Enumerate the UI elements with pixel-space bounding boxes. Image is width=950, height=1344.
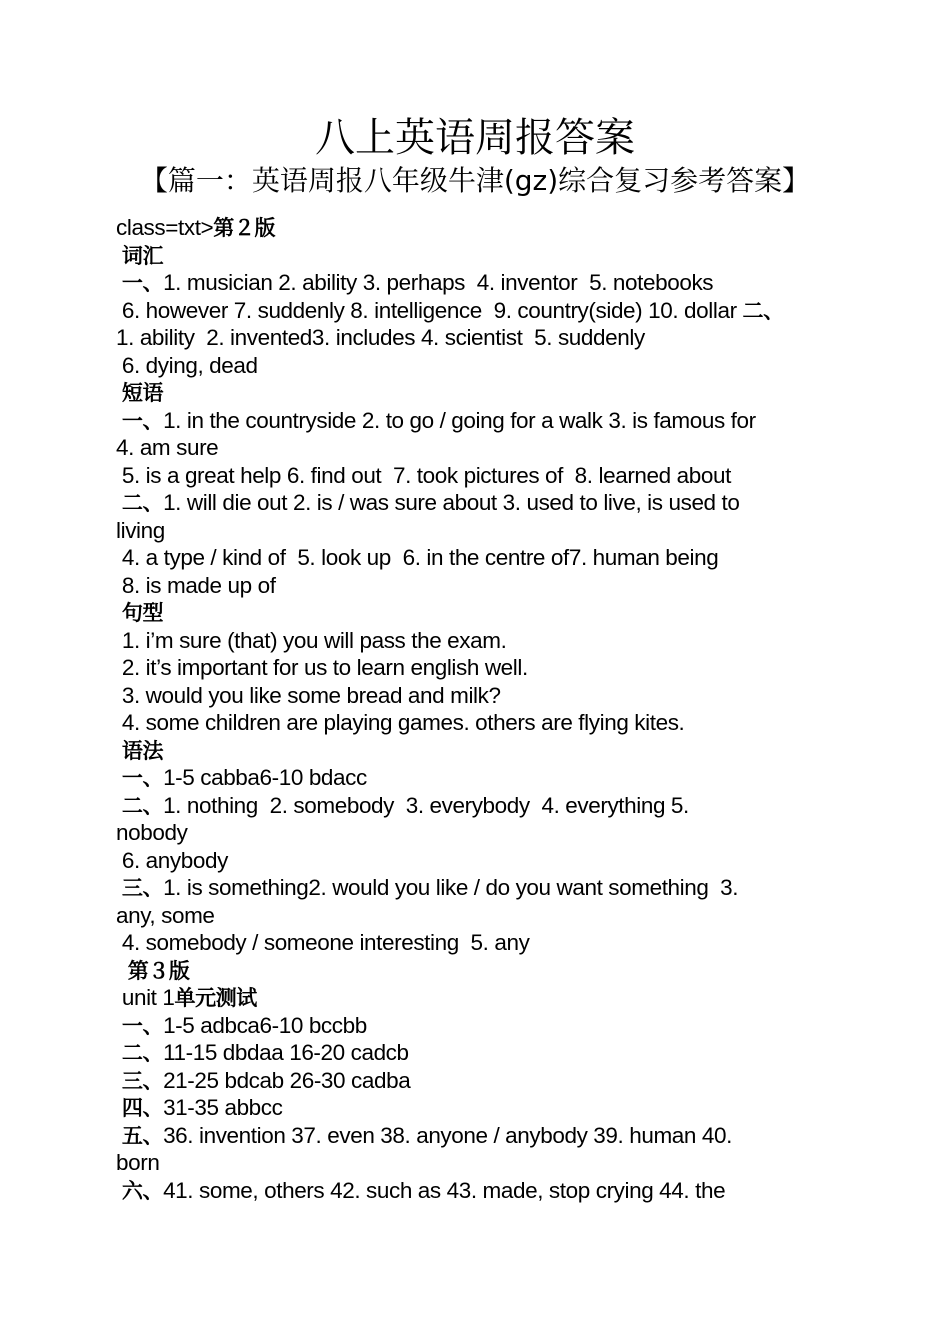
answer-line bbox=[116, 379, 856, 407]
answer-line bbox=[116, 462, 856, 490]
answer-line bbox=[116, 297, 856, 325]
line-text: 2. it’s important for us to learn english well. bbox=[121, 655, 528, 680]
answer-line bbox=[116, 1122, 856, 1150]
answer-line bbox=[116, 214, 856, 242]
answer-line bbox=[116, 737, 856, 765]
section-label: 词汇 bbox=[121, 243, 164, 268]
answer-line bbox=[116, 599, 856, 627]
line-text: 4. somebody / someone interesting 5. any bbox=[121, 930, 530, 955]
line-text: 21-25 bdcab 26-30 cadba bbox=[163, 1067, 411, 1093]
answer-line bbox=[116, 874, 856, 902]
answer-line bbox=[116, 819, 856, 847]
section-label: 语法 bbox=[121, 738, 164, 763]
answer-line bbox=[116, 242, 856, 270]
answer-line bbox=[116, 984, 856, 1012]
line-text: 1. in the countryside 2. to go / going for a walk 3. is famous for bbox=[163, 407, 756, 433]
section-label: 三、 bbox=[121, 876, 164, 900]
line-text: 1-5 adbca6-10 bccbb bbox=[163, 1012, 367, 1038]
answer-line bbox=[116, 709, 856, 737]
section-label: 第２版 bbox=[213, 216, 276, 240]
answer-line bbox=[116, 1039, 856, 1067]
section-label: 二、 bbox=[121, 491, 164, 515]
answer-line bbox=[116, 1094, 856, 1122]
section-label: 五、 bbox=[121, 1123, 164, 1148]
answer-line bbox=[116, 1177, 856, 1205]
answer-line bbox=[116, 1012, 856, 1040]
document-title: 八上英语周报答案 bbox=[315, 115, 635, 161]
section-label: 一、 bbox=[121, 408, 164, 433]
line-prefix bbox=[116, 958, 128, 983]
line-text: 5. is a great help 6. find out 7. took pictures of 8. learned about bbox=[121, 462, 731, 488]
line-text: 6. anybody bbox=[121, 847, 228, 873]
answer-line bbox=[116, 627, 856, 655]
answer-line bbox=[116, 544, 856, 572]
line-text: 8. is made up of bbox=[121, 572, 276, 598]
section-label: 句型 bbox=[121, 601, 164, 625]
answer-line bbox=[116, 847, 856, 875]
answer-line bbox=[116, 407, 856, 435]
answer-line bbox=[116, 764, 856, 792]
section-label: 三、 bbox=[121, 1068, 164, 1093]
document-body bbox=[116, 214, 856, 1204]
answer-line bbox=[116, 517, 856, 545]
line-text: 11-15 dbdaa 16-20 cadcb bbox=[163, 1040, 409, 1065]
line-text: 1. is something2. would you like / do you want something 3. bbox=[163, 875, 739, 900]
section-label: 二、 bbox=[742, 298, 784, 323]
section-label: 单元测试 bbox=[174, 986, 257, 1010]
answer-line bbox=[116, 792, 856, 820]
section-label: 第３版 bbox=[127, 958, 190, 983]
section-label: 四、 bbox=[121, 1096, 164, 1120]
answer-line bbox=[116, 682, 856, 710]
line-text: 36. invention 37. even 38. anyone / anybody 39. human 40. bbox=[163, 1122, 732, 1148]
document-subtitle: 【篇一：英语周报八年级牛津(gz)综合复习参考答案】 bbox=[139, 164, 811, 197]
line-text: 4. a type / kind of 5. look up 6. in the centre of7. human being bbox=[121, 545, 719, 570]
answer-line bbox=[116, 1149, 856, 1177]
answer-line bbox=[116, 929, 856, 957]
line-text: 1. i’m sure (that) you will pass the exam. bbox=[121, 627, 507, 653]
line-text: 4. am sure bbox=[116, 435, 219, 460]
section-label: 一、 bbox=[121, 271, 164, 295]
answer-line bbox=[116, 434, 856, 462]
answer-line bbox=[116, 352, 856, 380]
line-text: 6. however 7. suddenly 8. intelligence 9. country(side) 10. dollar bbox=[121, 297, 743, 323]
line-text: living bbox=[116, 517, 165, 543]
answer-line bbox=[116, 957, 856, 985]
answer-line bbox=[116, 324, 856, 352]
line-text: 1. nothing 2. somebody 3. everybody 4. everything 5. bbox=[163, 792, 689, 818]
line-text: 4. some children are playing games. others are flying kites. bbox=[121, 710, 685, 735]
answer-line bbox=[116, 902, 856, 930]
line-text: 1. musician 2. ability 3. perhaps 4. inventor 5. notebooks bbox=[163, 270, 714, 295]
section-label: 二、 bbox=[121, 1041, 164, 1065]
section-label: 二、 bbox=[121, 793, 164, 818]
section-label: 一、 bbox=[121, 1013, 164, 1038]
line-text: 31-35 abbcc bbox=[163, 1095, 283, 1120]
section-label: 六、 bbox=[121, 1178, 164, 1203]
answer-line bbox=[116, 489, 856, 517]
line-prefix: class=txt> bbox=[116, 215, 214, 240]
line-text: 3. would you like some bread and milk? bbox=[121, 682, 501, 708]
line-text: 41. some, others 42. such as 43. made, stop crying 44. the bbox=[163, 1177, 726, 1203]
line-text: born bbox=[116, 1150, 160, 1175]
answer-line bbox=[116, 654, 856, 682]
answer-line bbox=[116, 269, 856, 297]
section-label: 一、 bbox=[121, 766, 164, 790]
line-text: 6. dying, dead bbox=[121, 352, 258, 378]
line-text: 1. ability 2. invented3. includes 4. scientist 5. suddenly bbox=[116, 325, 645, 350]
line-text: any, some bbox=[116, 902, 215, 928]
line-text: 1-5 cabba6-10 bdacc bbox=[163, 765, 367, 790]
line-text: nobody bbox=[116, 820, 188, 845]
answer-line bbox=[116, 572, 856, 600]
line-text: 1. will die out 2. is / was sure about 3. used to live, is used to bbox=[163, 490, 740, 515]
answer-line bbox=[116, 1067, 856, 1095]
section-label: 短语 bbox=[121, 381, 164, 405]
line-prefix: unit 1 bbox=[116, 985, 175, 1010]
